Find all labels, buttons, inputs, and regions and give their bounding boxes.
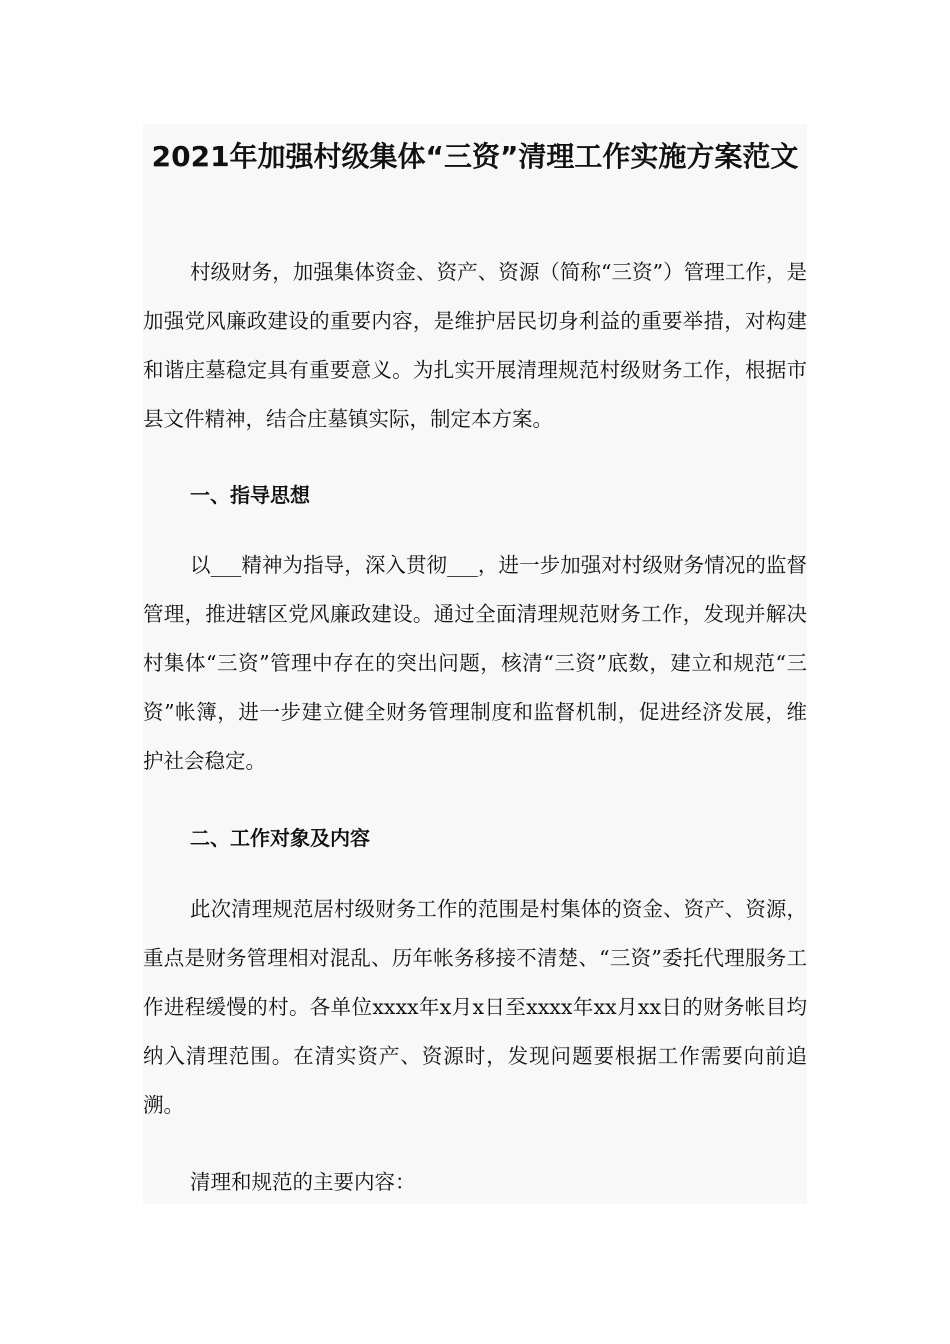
document-title: 2021年加强村级集体“三资”清理工作实施方案范文	[151, 140, 799, 173]
main-contents-intro: 清理和规范的主要内容：	[190, 1170, 416, 1194]
intro-paragraph: 村级财务，加强集体资金、资产、资源（简称“三资”）管理工作，是加强党风廉政建设的重要内容，是维护居民切身利益的重要举措，对构建和谐庄墓稳定具有重要意义。为扎实开展清理规范村级财务工作，根据市县文件精神，结合庄墓镇实际，制定本方案。	[143, 260, 807, 431]
work-scope-paragraph: 此次清理规范居村级财务工作的范围是村集体的资金、资产、资源，重点是财务管理相对混乱、历年帐务移接不清楚、“三资”委托代理服务工作进程缓慢的村。各单位xxxx年x月x日至xxxx年xx月xx日的财务帐目均纳入清理范围。在清实资产、资源时，发现问题要根据工作需要向前追溯。	[143, 897, 807, 1117]
section-heading-guiding-thought: 一、指导思想	[190, 483, 310, 507]
guiding-thought-paragraph: 以___精神为指导，深入贯彻___，进一步加强对村级财务情况的监督管理，推进辖区党风廉政建设。通过全面清理规范财务工作，发现并解决村集体“三资”管理中存在的突出问题，核清“三资”底数，建立和规范“三资”帐簿，进一步建立健全财务管理制度和监督机制，促进经济发展，维护社会稳定。	[143, 553, 807, 773]
section-heading-work-objects: 二、工作对象及内容	[190, 826, 370, 850]
